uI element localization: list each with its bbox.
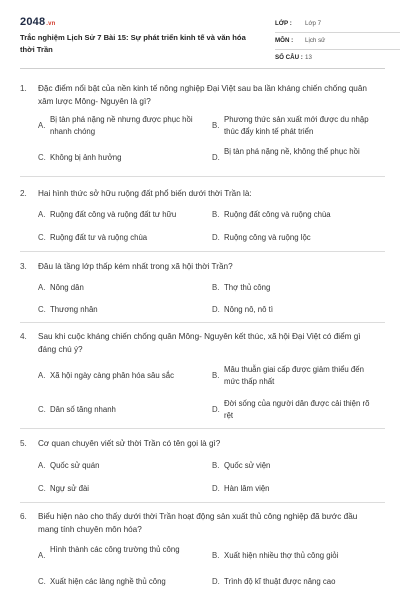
option-text: Ruộng công và ruộng lộc bbox=[224, 233, 311, 242]
option-letter: B. bbox=[212, 283, 220, 292]
option-text: Thương nhân bbox=[50, 305, 98, 314]
question-number: 2. bbox=[20, 189, 27, 198]
option-letter: B. bbox=[212, 551, 220, 560]
question-divider bbox=[20, 176, 385, 177]
question-text: Hai hình thức sở hữu ruộng đất phổ biến dưới thời Trần là: bbox=[38, 189, 252, 198]
option-text: Đời sống của người dân được cải thiện rõ rệt bbox=[224, 399, 370, 420]
page-header bbox=[20, 16, 385, 66]
option-text: Nông nô, nô tì bbox=[224, 305, 273, 314]
option-letter: B. bbox=[212, 121, 220, 130]
page-title: Trắc nghiệm Lịch Sử 7 Bài 15: Sự phát triển kinh tế và văn hóa thời Trần bbox=[20, 33, 246, 54]
option-text: Dân số tăng nhanh bbox=[50, 405, 116, 414]
option-letter: D. bbox=[212, 305, 220, 314]
meta-row-class bbox=[275, 16, 400, 33]
option-text: Quốc sử viện bbox=[224, 461, 271, 470]
question-text: Biểu hiện nào cho thấy dưới thời Trần hoạt động sản xuất thủ công nghiệp đã bước đầu mang tính chuyên môn hóa? bbox=[38, 512, 358, 534]
logo-text: 2048 bbox=[20, 16, 46, 28]
option-text: Không bị ảnh hưởng bbox=[50, 153, 122, 162]
question-number: 3. bbox=[20, 262, 27, 271]
meta-panel bbox=[275, 16, 400, 66]
option-letter: C. bbox=[38, 577, 46, 586]
option-letter: C. bbox=[38, 484, 46, 493]
meta-row-count bbox=[275, 50, 400, 66]
option-letter: D. bbox=[212, 153, 220, 162]
option-text: Mâu thuẫn giai cấp được giảm thiểu đến mức thấp nhất bbox=[224, 365, 364, 386]
option-text: Ngự sử đài bbox=[50, 484, 90, 493]
option-letter: A. bbox=[38, 371, 46, 380]
option-letter: D. bbox=[212, 484, 220, 493]
option-letter: A. bbox=[38, 461, 46, 470]
option-letter: A. bbox=[38, 210, 46, 219]
option-letter: C. bbox=[38, 405, 46, 414]
option-letter: B. bbox=[212, 461, 220, 470]
option-text: Hàn lâm viện bbox=[224, 484, 270, 493]
question-divider bbox=[20, 428, 385, 429]
option-text: Bị tàn phá nặng nề, không thể phục hồi bbox=[224, 147, 360, 156]
logo-suffix: .vn bbox=[46, 21, 56, 27]
question-number: 1. bbox=[20, 84, 27, 93]
option-text: Ruộng đất công và ruộng chùa bbox=[224, 210, 331, 219]
meta-value: Lớp 7 bbox=[305, 20, 322, 27]
question-text: Cơ quan chuyên viết sử thời Trần có tên gọi là gì? bbox=[38, 439, 221, 448]
option-letter: C. bbox=[38, 233, 46, 242]
option-letter: D. bbox=[212, 577, 220, 586]
question-number: 6. bbox=[20, 512, 27, 521]
question-text: Đâu là tầng lớp thấp kém nhất trong xã hội thời Trần? bbox=[38, 262, 233, 271]
question-number: 5. bbox=[20, 439, 27, 448]
question-text: Sau khi cuộc kháng chiến chống quân Mông- Nguyên kết thúc, xã hội Đại Việt có điểm gì đáng chú ý? bbox=[38, 332, 361, 354]
meta-label: MÔN : bbox=[275, 37, 294, 44]
option-text: Hình thành các công trường thủ công bbox=[50, 545, 180, 554]
option-text: Xã hội ngày càng phân hóa sâu sắc bbox=[50, 371, 174, 380]
meta-row-subject bbox=[275, 33, 400, 50]
site-logo[interactable] bbox=[20, 16, 56, 28]
question-number: 4. bbox=[20, 332, 27, 341]
option-letter: B. bbox=[212, 210, 220, 219]
question-divider bbox=[20, 251, 385, 252]
meta-value: Lịch sử bbox=[305, 37, 326, 44]
option-letter: B. bbox=[212, 371, 220, 380]
option-text: Ruộng đất tư và ruộng chùa bbox=[50, 233, 148, 242]
question-divider bbox=[20, 322, 385, 323]
option-text: Xuất hiện nhiều thợ thủ công giỏi bbox=[224, 551, 339, 560]
meta-value: 13 bbox=[305, 54, 312, 61]
option-text: Quốc sử quán bbox=[50, 461, 100, 470]
option-letter: D. bbox=[212, 405, 220, 414]
option-letter: A. bbox=[38, 283, 46, 292]
meta-label: SỐ CÂU : bbox=[275, 54, 303, 61]
question-divider bbox=[20, 502, 385, 503]
option-text: Xuất hiện các làng nghề thủ công bbox=[50, 577, 166, 586]
option-text: Nông dân bbox=[50, 283, 84, 292]
meta-label: LỚP : bbox=[275, 20, 292, 27]
option-letter: D. bbox=[212, 233, 220, 242]
header-divider bbox=[20, 68, 385, 69]
option-letter: A. bbox=[38, 121, 46, 130]
question-text: Đặc điểm nổi bật của nền kinh tế nông nghiệp Đại Việt sau ba lần kháng chiến chống quân xâm lược Mông- Nguyên là gì? bbox=[38, 84, 367, 106]
option-letter: C. bbox=[38, 305, 46, 314]
option-text: Trình độ kĩ thuật được nâng cao bbox=[224, 577, 336, 586]
option-letter: C. bbox=[38, 153, 46, 162]
option-text: Ruộng đất công và ruộng đất tư hữu bbox=[50, 210, 177, 219]
option-text: Bị tàn phá nặng nề nhưng được phục hồi nhanh chóng bbox=[50, 115, 193, 136]
option-text: Phương thức sản xuất mới được du nhập thúc đẩy kinh tế phát triển bbox=[224, 115, 369, 136]
option-letter: A. bbox=[38, 551, 46, 560]
option-text: Thợ thủ công bbox=[224, 283, 271, 292]
